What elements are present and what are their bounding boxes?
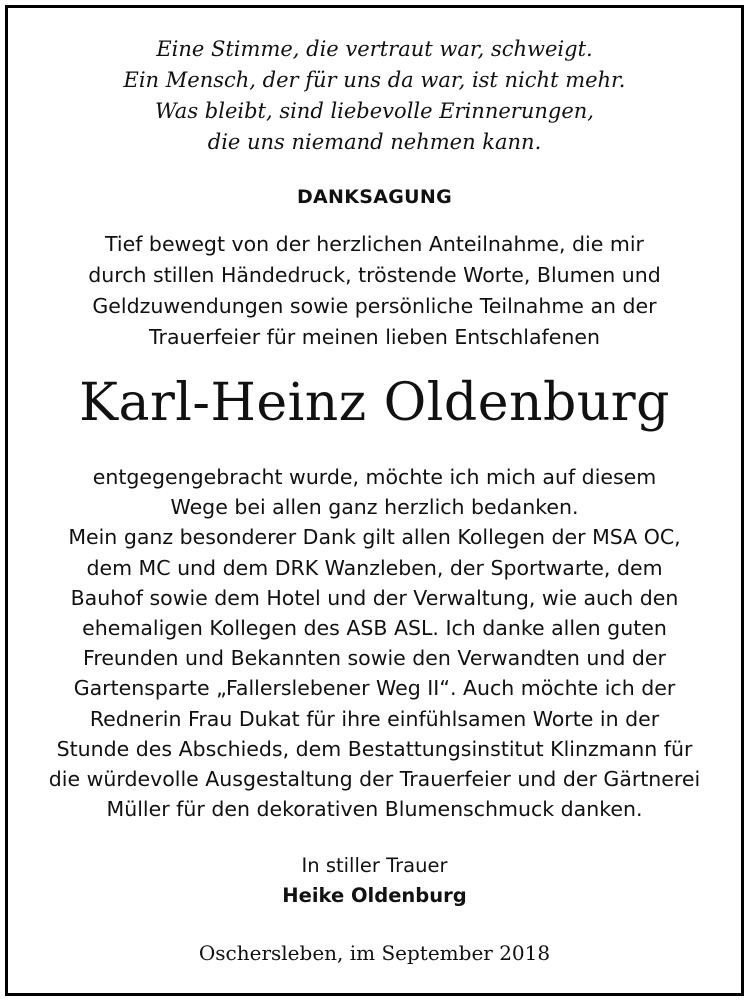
poem-line: Ein Mensch, der für uns da war, ist nicht mehr. xyxy=(123,68,626,92)
place-and-date: Oschersleben, im September 2018 xyxy=(198,941,551,965)
thanks-line: Gartensparte „Fallerslebener Weg II“. Auch möchte ich der xyxy=(73,676,676,701)
thanks-line: Freunden und Bekannten sowie den Verwandten und der xyxy=(83,646,666,671)
thanks-line: ehemaligen Kollegen des ASB ASL. Ich danke allen guten xyxy=(82,616,667,641)
thanks-line: die würdevolle Ausgestaltung der Trauerfeier und der Gärtnerei xyxy=(48,767,701,792)
poem-line: Was bleibt, sind liebevolle Erinnerungen, xyxy=(155,99,594,123)
deceased-name: Karl-Heinz Oldenburg xyxy=(79,373,670,433)
thanks-line: Stunde des Abschieds, dem Bestattungsinstitut Klinzmann für xyxy=(56,736,693,761)
memorial-poem xyxy=(0,34,749,158)
thanks-line: Rednerin Frau Dukat für ihre einfühlsamen Worte in der xyxy=(89,706,660,731)
intro-line: Geldzuwendungen sowie persönliche Teilnahme an der xyxy=(92,294,657,318)
thanks-line: Bauhof sowie dem Hotel und der Verwaltung, wie auch den xyxy=(70,585,679,610)
poem-line: die uns niemand nehmen kann. xyxy=(207,130,542,154)
thanks-line: Müller für den dekorativen Blumenschmuck danken. xyxy=(106,797,643,822)
signature-label: In stiller Trauer xyxy=(301,854,448,877)
signature-name: Heike Oldenburg xyxy=(282,884,467,907)
poem-line: Eine Stimme, die vertraut war, schweigt. xyxy=(156,37,593,61)
thanks-line: entgegengebracht wurde, möchte ich mich auf diesem xyxy=(92,465,657,489)
intro-line: Tief bewegt von der herzlichen Anteilnahme, die mir xyxy=(105,232,644,256)
intro-line: durch stillen Händedruck, tröstende Worte, Blumen und xyxy=(88,263,661,287)
intro-line: Trauerfeier für meinen lieben Entschlafenen xyxy=(149,325,600,349)
notice-heading: DANKSAGUNG xyxy=(296,186,452,208)
thanks-line: Mein ganz besonderer Dank gilt allen Kollegen der MSA OC, xyxy=(68,525,681,550)
thanks-paragraph xyxy=(0,462,749,824)
intro-paragraph xyxy=(0,229,749,353)
thanks-line: dem MC und dem DRK Wanzleben, der Sportwarte, dem xyxy=(86,555,663,580)
thanks-line: Wege bei allen ganz herzlich bedanken. xyxy=(170,495,579,520)
